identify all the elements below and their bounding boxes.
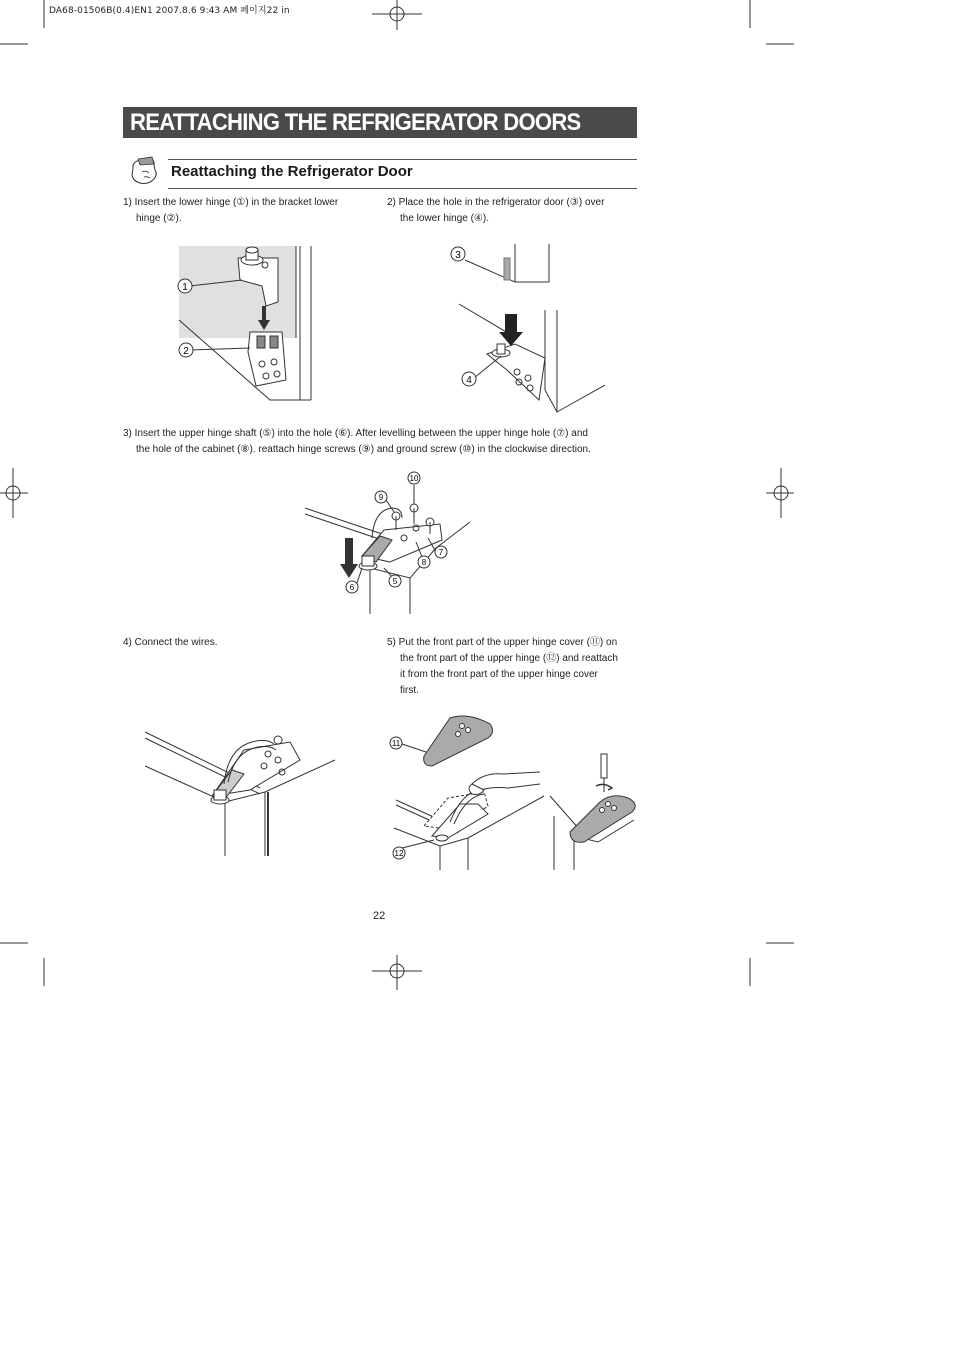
step-5-line-4: first.: [400, 685, 419, 696]
callout-10: 10: [409, 474, 419, 483]
callout-2: 2: [183, 346, 189, 357]
step-4-line-1: 4) Connect the wires.: [123, 637, 218, 648]
illustration-hinge-cover: [388, 712, 638, 872]
step-5-text: [387, 635, 642, 699]
pointing-hand-icon: [128, 156, 162, 188]
illustration-lower-hinge-insert: [170, 240, 330, 410]
subtitle-rule-top: [168, 159, 637, 160]
callout-6: 6: [349, 583, 355, 592]
callout-11: 11: [391, 739, 401, 748]
step-2-text: [387, 195, 637, 227]
step-2-line-1: 2) Place the hole in the refrigerator door (③) over: [387, 197, 605, 208]
illustration-connect-wires: [140, 726, 340, 858]
subtitle-rule-bottom: [168, 188, 637, 189]
step-1-line-1: 1) Insert the lower hinge (①) in the bracket lower: [123, 197, 339, 208]
step-3-text: [123, 426, 643, 458]
step-5-line-2: the front part of the upper hinge (⑫) and reattach: [400, 653, 618, 664]
step-5-line-3: it from the front part of the upper hinge cover: [400, 669, 598, 680]
print-header-meta: DA68-01506B(0.4)EN1 2007.8.6 9:43 AM 페이지22 in: [49, 6, 290, 16]
callout-4: 4: [466, 375, 472, 386]
step-2-line-2: the lower hinge (④).: [400, 213, 490, 224]
callout-1: 1: [182, 282, 188, 293]
section-subtitle: Reattaching the Refrigerator Door: [171, 163, 413, 180]
callout-12: 12: [394, 849, 404, 858]
step-5-line-1: 5) Put the front part of the upper hinge cover (⑪) on: [387, 637, 618, 648]
callout-8: 8: [421, 558, 427, 567]
illustration-door-over-hinge: [445, 240, 605, 416]
callout-7: 7: [438, 548, 444, 557]
step-3-line-1: 3) Insert the upper hinge shaft (⑤) into the hole (⑥). After levelling between the upper hinge hole (⑦) and: [123, 428, 588, 439]
step-3-line-2: the hole of the cabinet (⑧). reattach hinge screws (⑨) and ground screw (⑩) in the clockwise direction.: [136, 444, 591, 455]
callout-3: 3: [455, 250, 461, 261]
step-1-line-2: hinge (②).: [136, 213, 182, 224]
section-banner: [123, 107, 637, 138]
step-1-text: [123, 195, 373, 227]
page-number: 22: [373, 910, 386, 922]
callout-5: 5: [392, 577, 398, 586]
step-4-text: [123, 635, 373, 651]
illustration-upper-hinge: [300, 468, 480, 618]
page-title: REATTACHING THE REFRIGERATOR DOORS: [130, 109, 581, 136]
callout-9: 9: [378, 493, 384, 502]
